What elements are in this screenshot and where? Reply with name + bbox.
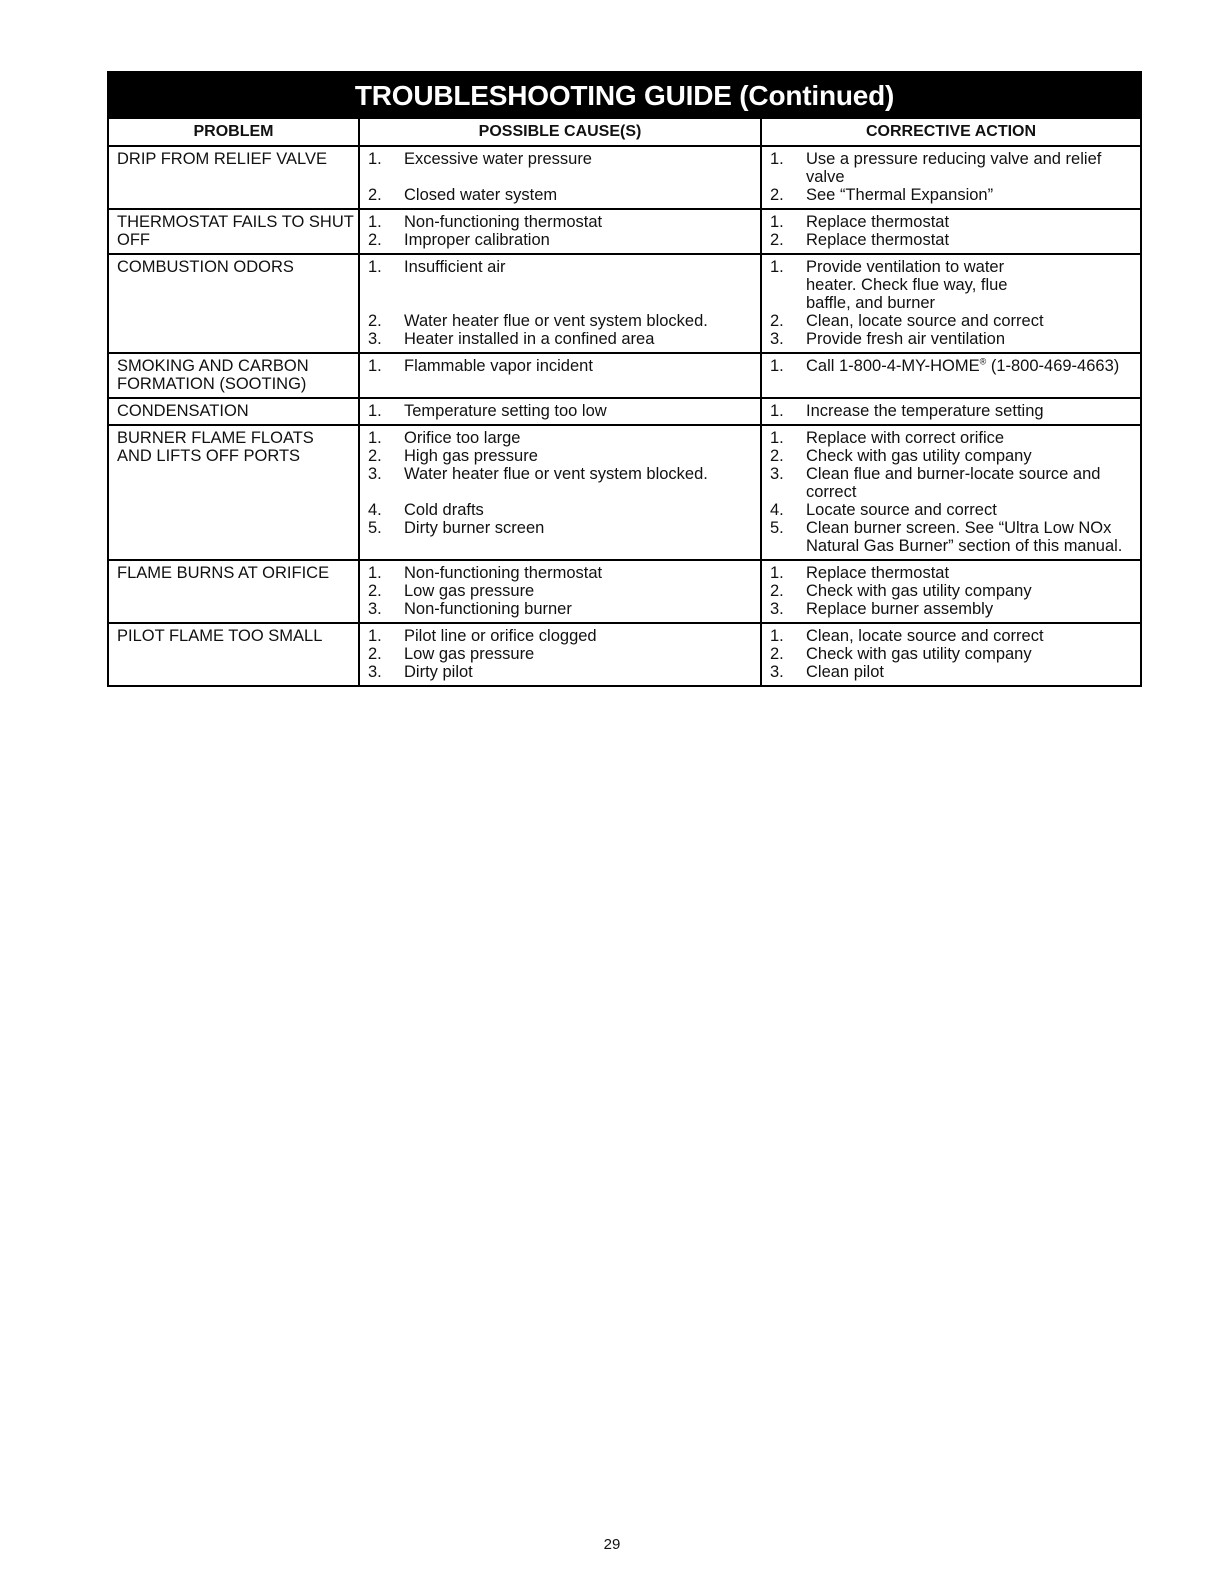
item-text: Orifice too large: [404, 429, 521, 447]
item-number: 1.: [368, 429, 382, 447]
item-text: Clean burner screen. See “Ultra Low NOx Natural Gas Burner” section of this manual.: [806, 519, 1123, 555]
header-actions: CORRECTIVE ACTION: [761, 119, 1140, 146]
causes-cell: [359, 254, 761, 353]
item-text: Replace burner assembly: [806, 600, 994, 618]
item-number: 3.: [770, 663, 784, 681]
list-item: [762, 519, 1140, 555]
causes-cell: [359, 560, 761, 623]
item-number: 2.: [368, 645, 382, 663]
item-text: Flammable vapor incident: [404, 357, 593, 375]
item-text: Clean, locate source and correct: [806, 627, 1044, 645]
item-number: 2.: [770, 447, 784, 465]
list-item: [762, 429, 1140, 447]
page-number: 29: [603, 1536, 621, 1553]
list-item: [762, 231, 1140, 249]
item-number: 3.: [368, 663, 382, 681]
list-item: [360, 213, 760, 231]
item-number: 2.: [770, 231, 784, 249]
list-item: [360, 402, 760, 420]
item-text: Closed water system: [404, 186, 558, 204]
item-number: 3.: [368, 600, 382, 618]
list-item: [360, 564, 760, 582]
phone-text: Call 1-800-4-MY-HOME: [806, 357, 980, 375]
item-number: 1.: [368, 213, 382, 231]
list-item: [360, 501, 760, 519]
actions-cell: [761, 560, 1140, 623]
actions-cell: [761, 146, 1140, 209]
item-number: 2.: [770, 186, 784, 204]
list-item: [762, 258, 1140, 312]
item-text: Use a pressure reducing valve and relief valve: [806, 150, 1102, 186]
item-number: 2.: [368, 582, 382, 600]
header-problem: PROBLEM: [109, 119, 359, 146]
actions-cell: [761, 209, 1140, 254]
problem-cell: BURNER FLAME FLOATS AND LIFTS OFF PORTS: [109, 425, 359, 560]
list-item: [360, 519, 760, 537]
causes-cell: [359, 353, 761, 398]
guide-title: TROUBLESHOOTING GUIDE (Continued): [109, 73, 1140, 119]
list-item: [360, 186, 760, 204]
list-item: [360, 663, 760, 681]
actions-cell: [761, 623, 1140, 685]
registered-mark: ®: [979, 356, 987, 367]
item-number: 5.: [770, 519, 784, 537]
item-text: Water heater flue or vent system blocked.: [404, 465, 708, 483]
item-text: Dirty burner screen: [404, 519, 545, 537]
item-text: Non-functioning thermostat: [404, 213, 603, 231]
item-number: 1.: [770, 429, 784, 447]
item-number: 1.: [770, 258, 784, 276]
item-text: Replace thermostat: [806, 231, 950, 249]
item-number: 5.: [368, 519, 382, 537]
item-text: Provide fresh air ventilation: [806, 330, 1006, 348]
problem-cell: DRIP FROM RELIEF VALVE: [117, 150, 327, 168]
table-row: [109, 209, 1140, 254]
item-number: 2.: [368, 447, 382, 465]
item-number: 3.: [770, 465, 784, 483]
item-number: 1.: [368, 150, 382, 168]
problem-cell: CONDENSATION: [109, 398, 359, 425]
item-text: Water heater flue or vent system blocked.: [404, 312, 708, 330]
item-text: High gas pressure: [404, 447, 538, 465]
actions-cell: [761, 398, 1140, 425]
item-text: Check with gas utility company: [806, 582, 1032, 600]
list-item: [762, 186, 1140, 204]
item-text: Replace thermostat: [806, 564, 950, 582]
list-item: [762, 213, 1140, 231]
causes-cell: [359, 425, 761, 560]
item-number: 2.: [368, 312, 382, 330]
item-text: Increase the temperature setting: [806, 402, 1044, 420]
item-text: Insufficient air: [404, 258, 506, 276]
item-text: Clean, locate source and correct: [806, 312, 1044, 330]
list-item: [762, 663, 1140, 681]
item-text: Low gas pressure: [404, 645, 535, 663]
list-item: [762, 447, 1140, 465]
list-item: [360, 627, 760, 645]
item-number: 4.: [368, 501, 382, 519]
item-number: 2.: [368, 231, 382, 249]
table-body: [109, 146, 1140, 685]
header-causes: POSSIBLE CAUSE(S): [359, 119, 761, 146]
item-text: See “Thermal Expansion”: [806, 186, 994, 204]
list-item: [762, 402, 1140, 420]
table-row: [109, 560, 1140, 623]
list-item: [762, 627, 1140, 645]
problem-cell: PILOT FLAME TOO SMALL: [109, 623, 359, 685]
list-item: [360, 357, 760, 375]
actions-cell: [761, 353, 1140, 398]
list-item: [762, 645, 1140, 663]
causes-cell: [359, 146, 761, 209]
list-item: [360, 582, 760, 600]
causes-cell: [359, 623, 761, 685]
list-item: [360, 330, 760, 348]
item-text: Temperature setting too low: [404, 402, 607, 420]
item-text: Cold drafts: [404, 501, 484, 519]
list-item: [762, 150, 1140, 186]
list-item: [360, 231, 760, 249]
item-text: Clean pilot: [806, 663, 884, 681]
phone-number: (1-800-469-4663): [986, 357, 1120, 375]
item-text: Check with gas utility company: [806, 645, 1032, 663]
item-text: Dirty pilot: [404, 663, 473, 681]
item-number: 1.: [368, 402, 382, 420]
list-item: [360, 600, 760, 618]
item-text: [806, 357, 1140, 375]
item-number: 3.: [368, 330, 382, 348]
actions-cell: [761, 254, 1140, 353]
item-text: Excessive water pressure: [404, 150, 592, 168]
item-number: 1.: [770, 357, 784, 375]
item-text: Pilot line or orifice clogged: [404, 627, 597, 645]
item-text: Improper calibration: [404, 231, 550, 249]
item-text: Non-functioning thermostat: [404, 564, 603, 582]
item-number: 3.: [770, 600, 784, 618]
table-row: [109, 623, 1140, 685]
list-item: [762, 330, 1140, 348]
table-row: [109, 146, 1140, 209]
item-number: 2.: [770, 645, 784, 663]
item-number: 2.: [770, 582, 784, 600]
item-number: 1.: [368, 564, 382, 582]
item-text: Heater installed in a confined area: [404, 330, 655, 348]
item-text: Locate source and correct: [806, 501, 997, 519]
table-row: [109, 425, 1140, 560]
item-number: 1.: [368, 258, 382, 276]
list-item: [762, 312, 1140, 330]
item-number: 2.: [368, 186, 382, 204]
item-text: Low gas pressure: [404, 582, 535, 600]
problem-cell: COMBUSTION ODORS: [109, 254, 359, 353]
list-item: [762, 600, 1140, 618]
problem-cell: FLAME BURNS AT ORIFICE: [109, 560, 359, 623]
table-row: [109, 254, 1140, 353]
causes-cell: [359, 398, 761, 425]
item-number: 3.: [368, 465, 382, 483]
problem-cell: SMOKING AND CARBON FORMATION (SOOTING): [109, 353, 359, 398]
list-item: [360, 447, 760, 465]
item-number: 4.: [770, 501, 784, 519]
list-item: [762, 465, 1140, 501]
header-row: [109, 119, 1140, 146]
problem-cell: THERMOSTAT FAILS TO SHUT OFF: [109, 209, 359, 254]
list-item: [762, 564, 1140, 582]
item-number: 1.: [770, 150, 784, 168]
item-text: Replace with correct orifice: [806, 429, 1005, 447]
list-item: [360, 465, 760, 483]
item-number: 1.: [770, 213, 784, 231]
item-number: 3.: [770, 330, 784, 348]
item-text: Clean flue and burner-locate source and correct: [806, 465, 1101, 501]
list-item: [762, 582, 1140, 600]
table-row: [109, 353, 1140, 398]
troubleshooting-guide: [107, 71, 1142, 687]
list-item: [360, 312, 760, 330]
item-text: Non-functioning burner: [404, 600, 572, 618]
list-item: [762, 501, 1140, 519]
table-row: [109, 398, 1140, 425]
item-number: 1.: [770, 564, 784, 582]
list-item: [762, 357, 1140, 375]
item-number: 1.: [368, 627, 382, 645]
item-text: Check with gas utility company: [806, 447, 1032, 465]
item-text: Provide ventilation to water heater. Check flue way, flue baffle, and burner: [806, 258, 1008, 312]
list-item: [360, 645, 760, 663]
item-text: Replace thermostat: [806, 213, 950, 231]
list-item: [360, 429, 760, 447]
causes-cell: [359, 209, 761, 254]
item-number: 1.: [770, 402, 784, 420]
list-item: [360, 258, 760, 276]
troubleshooting-table: [109, 119, 1140, 685]
item-number: 2.: [770, 312, 784, 330]
item-number: 1.: [368, 357, 382, 375]
actions-cell: [761, 425, 1140, 560]
list-item: [360, 150, 760, 168]
item-number: 1.: [770, 627, 784, 645]
